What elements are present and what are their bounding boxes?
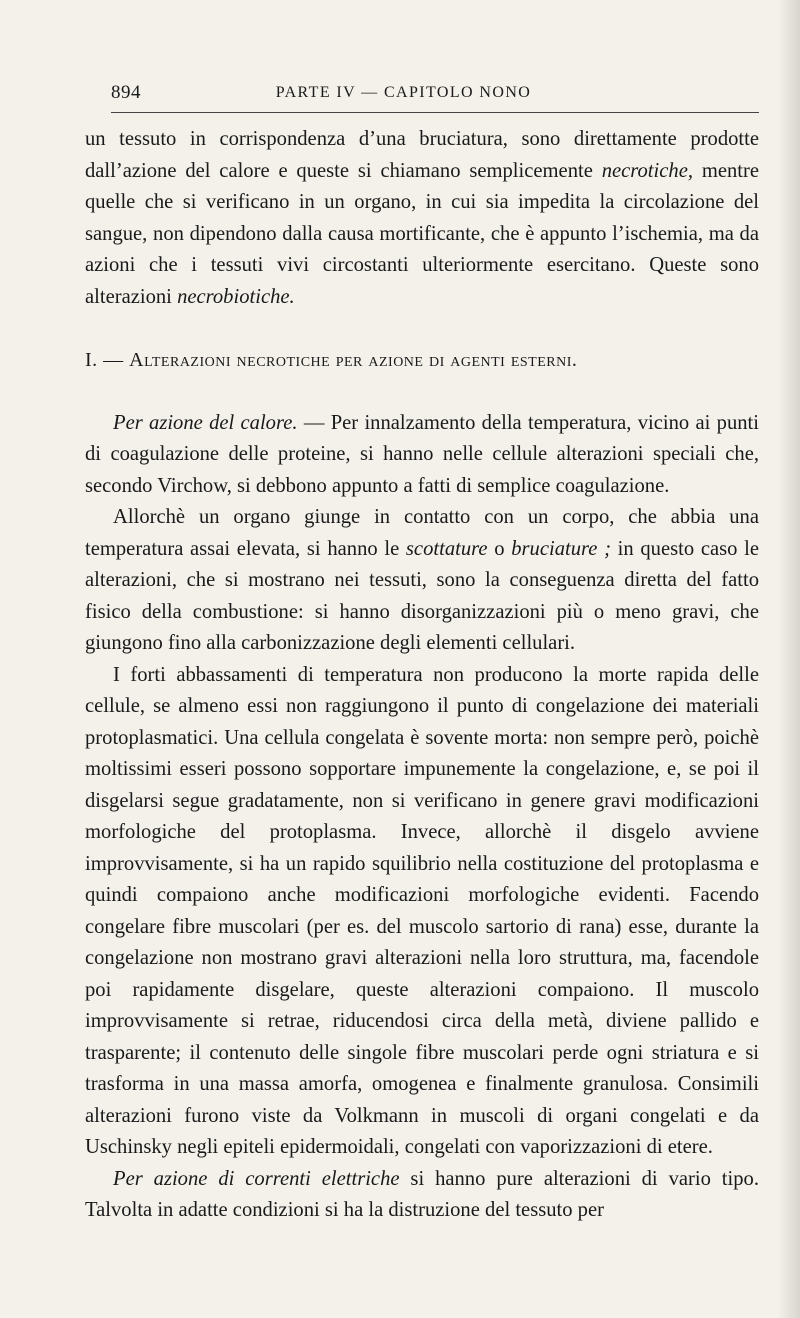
text-run: mentre quelle che si verificano in un organo, in cui sia impedita la circolazione del sangue, non dipendono dalla causa mortificante, che è appunto l’ischemia, ma da azioni che i tessuti vivi circostanti ulteriormente esercitano. Queste sono alterazioni: [85, 159, 759, 308]
text-run: o: [487, 537, 512, 560]
section-heading: [85, 345, 759, 377]
term-scottature: scottature: [405, 537, 488, 560]
paragraph-correnti: [85, 1164, 759, 1227]
text-run: — Per innalzamento della temperatura, vicino ai punti di coagulazione delle proteine, si hanno nelle cellule alterazioni speciali che, secondo Virchow, si debbono appunto a fatti di semplice coagulazione.: [85, 411, 759, 497]
subheading-correnti-elettriche: Per azione di correnti elettriche: [113, 1167, 400, 1190]
text-run: Allorchè un organo giunge in contatto con un corpo, che abbia una temperatura assai elevata, si hanno le: [85, 506, 759, 560]
paragraph-calore: [85, 408, 759, 503]
paragraph-intro: [85, 124, 759, 313]
section-spacer: [85, 313, 759, 345]
text-run: un tessuto in corrispondenza d’una bruciatura, sono direttamente prodotte dall’azione del calore e queste si chiamano semplicemente: [85, 128, 759, 182]
paragraph-congelazione: I forti abbassamenti di temperatura non producono la morte rapida delle cellule, se almeno essi non raggiungono il punto di congelazione dei materiali protoplasmatici. Una cellula congelata è sovente morta: non sempre però, poichè moltissimi esseri possono sopportare impunemente la congelazione, e, se poi il disgelarsi segue gradatamente, non si verificano in genere gravi modificazioni morfologiche del protoplasma. Invece, allorchè il disgelo avviene improvvisamente, si ha un rapido squilibrio nella costituzione del protoplasma e quindi compaiono anche modificazioni morfologiche evidenti. Facendo congelare fibre muscolari (per es. del muscolo sartorio di rana) esse, durante la congelazione non mostrano gravi alterazioni nella loro struttura, ma, facendole poi rapidamente disgelare, queste alterazioni compaiono. Il muscolo improvvisamente si retrae, riducendosi circa della metà, diviene pallido e trasparente; il contenuto delle singole fibre muscolari perde ogni striatura e si trasforma in una massa amorfa, omogenea e finalmente granulosa. Consimili alterazioni furono viste da Volkmann in muscoli di organi congelati e da Uschinsky negli epiteli epidermoidali, congelati con vaporizzazioni di etere.: [85, 663, 759, 1158]
running-title: PARTE IV — CAPITOLO NONO: [275, 84, 532, 101]
paragraph-scottature: [85, 502, 759, 660]
page-number: 894: [111, 82, 141, 103]
page-edge-shadow: [778, 0, 800, 1318]
section-title: Alterazioni necrotiche per azione di agenti esterni.: [129, 349, 578, 371]
body-text: [85, 124, 759, 1227]
subheading-calore: Per azione del calore.: [113, 411, 298, 434]
text-run: in questo caso le alterazioni, che si mostrano nei tessuti, sono la conseguenza diretta del fatto fisico della combustione: si hanno disorganizzazioni più o meno gravi, che giungono fino alla carbonizzazione degli elementi cellulari.: [85, 537, 759, 654]
text-run: si hanno pure alterazioni di vario tipo. Talvolta in adatte condizioni si ha la distruzione del tessuto per: [85, 1167, 759, 1221]
term-necrotiche: necrotiche,: [601, 159, 693, 182]
header-rule: [111, 112, 759, 113]
term-bruciature: bruciature ;: [511, 537, 611, 560]
section-number: I. —: [85, 349, 130, 371]
term-necrobiotiche: necrobiotiche.: [177, 285, 295, 308]
section-spacer: [85, 377, 759, 408]
page-header: [111, 82, 696, 108]
